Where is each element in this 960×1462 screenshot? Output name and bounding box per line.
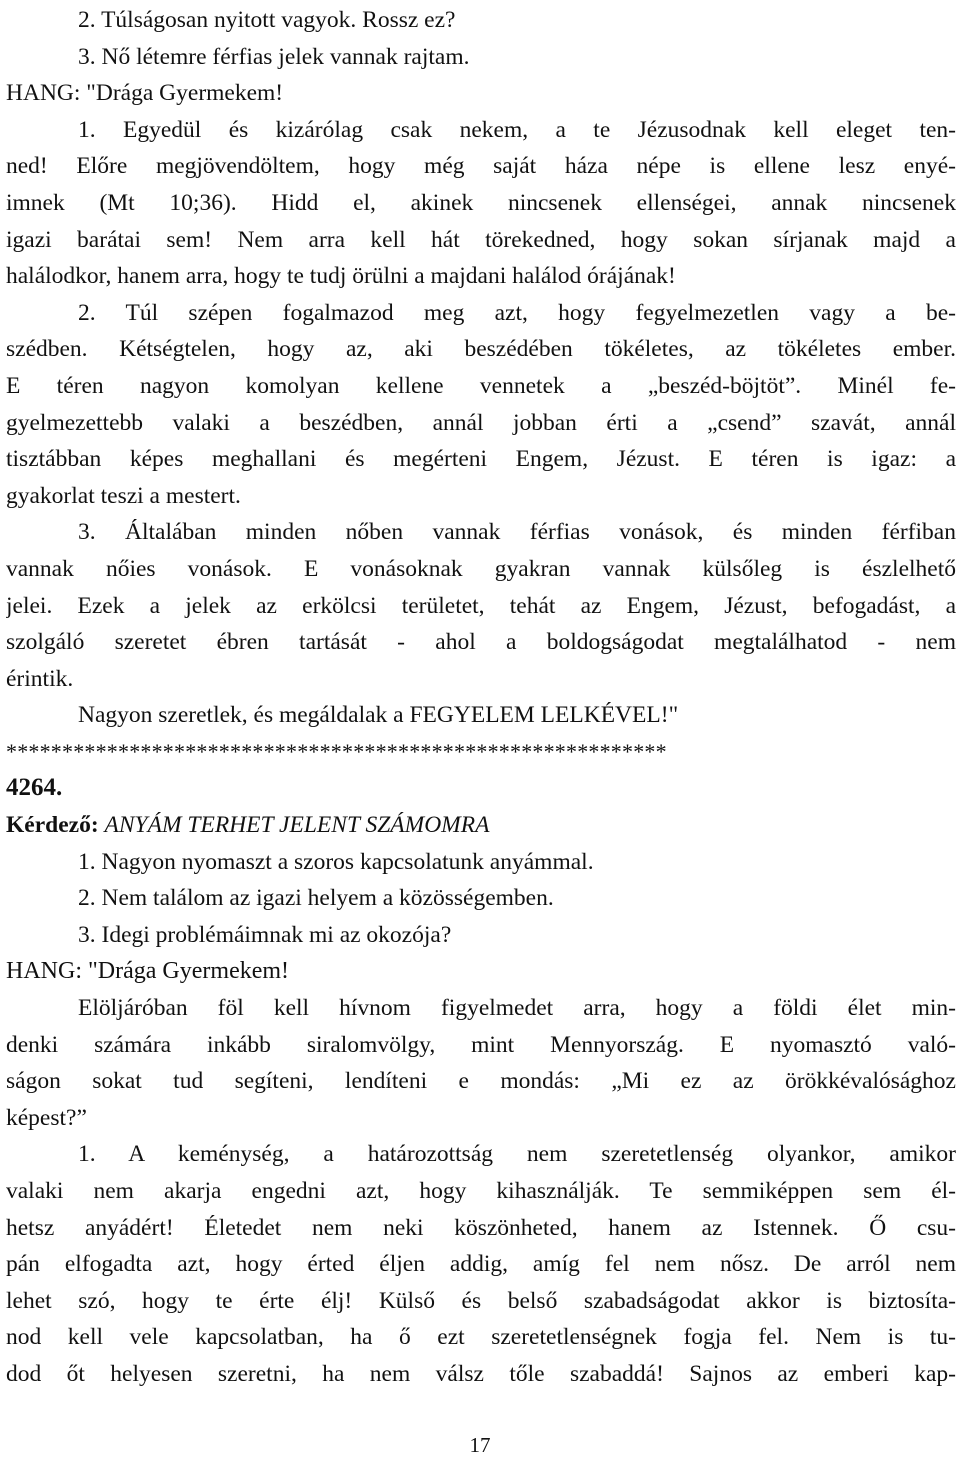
paragraph-line: szédben. Kétségtelen, hogy az, aki beszédében tökéletes, az tökéletes ember.	[6, 336, 956, 363]
paragraph-line: érintik.	[6, 665, 74, 692]
paragraph-line: hetsz anyádért! Életedet nem neki köszönheted, hanem az Istennek. Ő csu-	[6, 1214, 956, 1241]
paragraph-line: halálodkor, hanem arra, hogy te tudj örülni a majdani halálod órájának!	[6, 263, 676, 290]
paragraph-line: dod őt helyesen szeretni, ha nem válsz tőle szabaddá! Sajnos az emberi kap-	[6, 1360, 956, 1387]
paragraph-line: ned! Előre megjövendöltem, hogy még saját háza népe is ellene lesz enyé-	[6, 153, 956, 180]
page-number: 17	[469, 1433, 491, 1457]
separator-asterisks: ***********************************************************	[6, 738, 667, 764]
paragraph-line: denki számára inkább siralomvölgy, mint Mennyország. E nyomasztó való-	[6, 1031, 956, 1058]
list-item: 1. Nagyon nyomaszt a szoros kapcsolatunk anyámmal.	[78, 848, 594, 875]
paragraph-line: Elöljáróban föl kell hívnom figyelmedet arra, hogy a földi élet min-	[78, 995, 956, 1022]
paragraph-line: gyelmezettebb valaki a beszédben, annál jobban érti a „csend” szavát, annál	[6, 409, 956, 436]
paragraph-line: lehet szó, hogy te érte élj! Külső és belső szabadságodat akkor is biztosíta-	[6, 1287, 956, 1314]
voice-greeting: HANG: "Drága Gyermekem!	[6, 958, 290, 985]
asker-line	[6, 807, 956, 844]
paragraph-line: vannak nőies vonások. E vonásoknak gyakran vannak külsőleg is észlelhető	[6, 555, 956, 582]
message-number: 4264.	[6, 774, 63, 802]
paragraph-line: pán elfogadta azt, hogy érted éljen addig, amíg fel nem nősz. De arról nem	[6, 1251, 956, 1278]
paragraph-line: képest?”	[6, 1104, 87, 1131]
paragraph-line: szolgáló szeretet ébren tartását - ahol a boldogságodat megtalálhatod - nem	[6, 629, 956, 656]
asker-label: Kérdező:	[6, 812, 99, 839]
list-item: 3. Nő létemre férfias jelek vannak rajtam.	[78, 43, 470, 70]
paragraph-line: imnek (Mt 10;36). Hidd el, akinek nincsenek ellenségei, annak nincsenek	[6, 189, 956, 216]
list-item: 2. Túlságosan nyitott vagyok. Rossz ez?	[78, 7, 456, 33]
paragraph-line: gyakorlat teszi a mestert.	[6, 482, 241, 509]
paragraph-line: tisztábban képes meghallani és megérteni Engem, Jézust. E téren is igaz: a	[6, 446, 956, 473]
asker-topic: ANYÁM TERHET JELENT SZÁMOMRA	[104, 812, 490, 839]
list-item: 3. Idegi problémáimnak mi az okozója?	[78, 921, 452, 948]
paragraph-line: igazi barátai sem! Nem arra kell hát törekedned, hogy sokan sírjanak majd a	[6, 226, 956, 253]
paragraph-line: jelei. Ezek a jelek az erkölcsi területet, tehát az Engem, Jézust, befogadást, a	[6, 592, 956, 619]
paragraph-line: E téren nagyon komolyan kellene vennetek a „beszéd-böjtöt”. Minél fe-	[6, 372, 956, 399]
paragraph-line: 1. A keménység, a határozottság nem szeretetlenség olyankor, amikor	[78, 1141, 956, 1168]
paragraph-line: 3. Általában minden nőben vannak férfias vonások, és minden férfiban	[78, 519, 956, 546]
closing-blessing: Nagyon szeretlek, és megáldalak a FEGYELEM LELKÉVEL!"	[78, 702, 679, 729]
page-text	[6, 2, 956, 1393]
list-item: 2. Nem találom az igazi helyem a közösségemben.	[78, 885, 554, 912]
paragraph-line: 1. Egyedül és kizárólag csak nekem, a te Jézusodnak kell eleget ten-	[78, 116, 956, 143]
paragraph-line: valaki nem akarja engedni azt, hogy kihasználják. Te semmiképpen sem él-	[6, 1178, 956, 1204]
paragraph-line: 2. Túl szépen fogalmazod meg azt, hogy fegyelmezetlen vagy a be-	[78, 299, 956, 326]
paragraph-line: nod kell vele kapcsolatban, ha ő ezt szeretetlenségnek fogja fel. Nem is tu-	[6, 1324, 956, 1351]
voice-greeting: HANG: "Drága Gyermekem!	[6, 80, 284, 107]
paragraph-line: ságon sokat tud segíteni, lendíteni e mondás: „Mi ez az örökkévalósághoz	[6, 1068, 956, 1095]
